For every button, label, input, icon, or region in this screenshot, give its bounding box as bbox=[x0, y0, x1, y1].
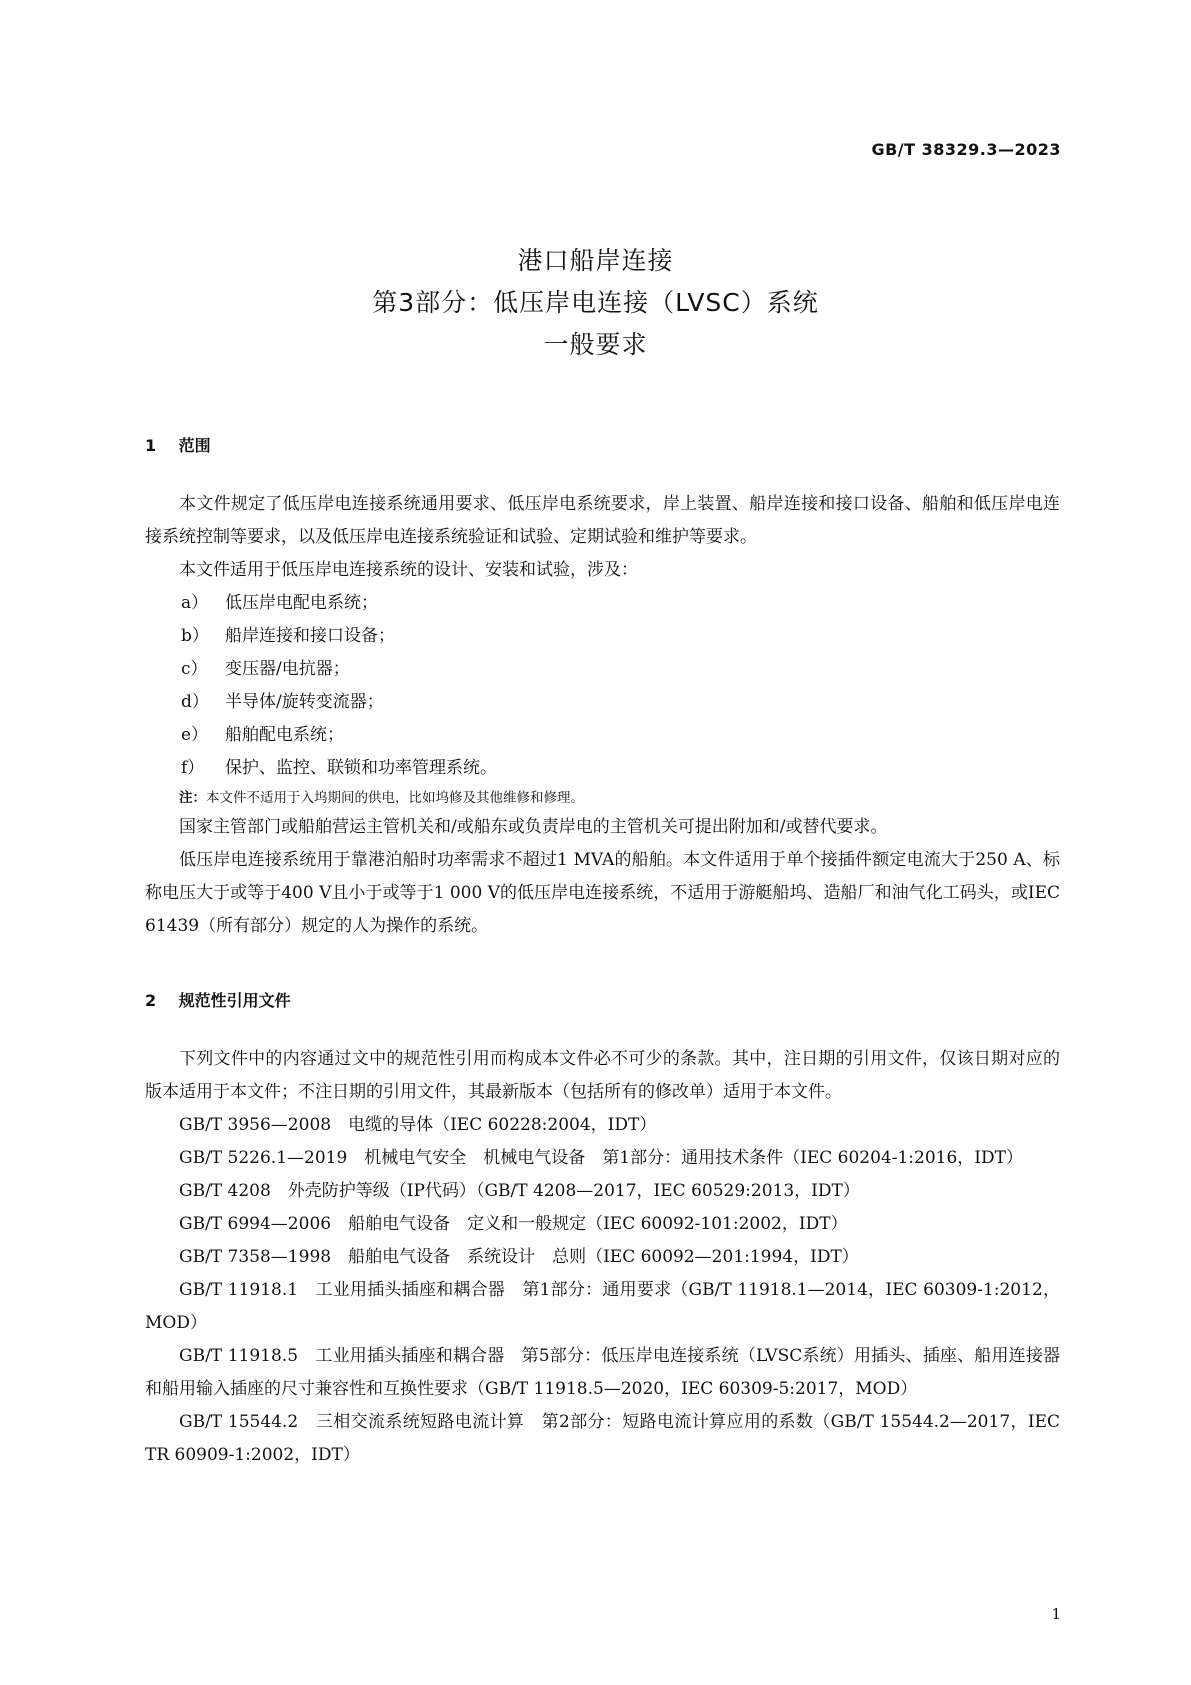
section-1-title: 范围 bbox=[178, 436, 211, 455]
scope-paragraph-1: 本文件规定了低压岸电连接系统通用要求、低压岸电系统要求，岸上装置、船岸连接和接口设备、船舶和低压岸电连接系统控制等要求，以及低压岸电连接系统验证和试验、定期试验和维护等要求。 bbox=[145, 494, 1060, 547]
note-label: 注： bbox=[179, 790, 206, 806]
list-marker: c） bbox=[181, 659, 208, 679]
section-1-heading bbox=[145, 430, 1060, 462]
reference-entry: GB/T 7358—1998 船舶电气设备 系统设计 总则（IEC 60092—201:1994，IDT） bbox=[179, 1247, 859, 1267]
list-marker: f） bbox=[181, 758, 205, 778]
list-item bbox=[145, 653, 1060, 686]
scope-paragraph-2: 本文件适用于低压岸电连接系统的设计、安装和试验，涉及： bbox=[179, 560, 638, 580]
reference-entry: GB/T 5226.1—2019 机械电气安全 机械电气设备 第1部分：通用技术条件（IEC 60204-1:2016，IDT） bbox=[179, 1148, 1023, 1168]
title-line-3: 一般要求 bbox=[543, 330, 648, 359]
reference-entry: GB/T 6994—2006 船舶电气设备 定义和一般规定（IEC 60092-101:2002，IDT） bbox=[179, 1214, 848, 1234]
list-marker: a） bbox=[181, 593, 209, 613]
list-text: 船岸连接和接口设备； bbox=[225, 626, 395, 646]
list-item bbox=[145, 752, 1060, 785]
reference-entry: GB/T 15544.2 三相交流系统短路电流计算 第2部分：短路电流计算应用的系数（GB/T 15544.2—2017，IEC TR 60909-1:2002，IDT） bbox=[145, 1412, 1060, 1465]
list-marker: d） bbox=[181, 692, 209, 712]
list-marker: e） bbox=[181, 725, 209, 745]
list-text: 保护、监控、联锁和功率管理系统。 bbox=[225, 758, 497, 778]
scope-paragraph-3: 国家主管部门或船舶营运主管机关和/或船东或负责岸电的主管机关可提出附加和/或替代要求。 bbox=[179, 817, 888, 837]
reference-entry: GB/T 3956—2008 电缆的导体（IEC 60228:2004，IDT） bbox=[179, 1115, 657, 1135]
list-item bbox=[145, 587, 1060, 620]
title-line-2: 第3部分：低压岸电连接（LVSC）系统 bbox=[372, 288, 819, 317]
list-text: 变压器/电抗器； bbox=[225, 659, 350, 679]
page-number: 1 bbox=[1051, 1605, 1061, 1623]
note-text: 本文件不适用于入坞期间的供电，比如坞修及其他维修和修理。 bbox=[206, 790, 584, 806]
list-item bbox=[145, 719, 1060, 752]
reference-entry: GB/T 11918.1 工业用插头插座和耦合器 第1部分：通用要求（GB/T 11918.1—2014，IEC 60309-1:2012，MOD） bbox=[145, 1280, 1060, 1333]
section-2-title: 规范性引用文件 bbox=[178, 991, 291, 1010]
scope-paragraph-4: 低压岸电连接系统用于靠港泊船时功率需求不超过1 MVA的船舶。本文件适用于单个接插件额定电流大于250 A、标称电压大于或等于400 V且小于或等于1 000 V的低压岸电连接系统，不适用于游艇船坞、造船厂和油气化工码头，或IEC 61439（所有部分）规定的人为操作的系统。 bbox=[145, 850, 1060, 936]
section-2-number: 2 bbox=[145, 991, 157, 1010]
list-item bbox=[145, 686, 1060, 719]
list-marker: b） bbox=[181, 626, 209, 646]
section-2-heading bbox=[145, 985, 1060, 1017]
document-title bbox=[0, 240, 1191, 366]
reference-entry: GB/T 4208 外壳防护等级（IP代码）（GB/T 4208—2017，IEC 60529:2013，IDT） bbox=[179, 1181, 860, 1201]
document-body bbox=[145, 430, 1060, 1472]
list-item bbox=[145, 620, 1060, 653]
scope-note bbox=[145, 785, 1060, 811]
section-1-number: 1 bbox=[145, 436, 157, 455]
standard-code: GB/T 38329.3—2023 bbox=[871, 140, 1061, 159]
list-text: 船舶配电系统； bbox=[225, 725, 344, 745]
references-intro: 下列文件中的内容通过文中的规范性引用而构成本文件必不可少的条款。其中，注日期的引用文件，仅该日期对应的版本适用于本文件；不注日期的引用文件，其最新版本（包括所有的修改单）适用于本文件。 bbox=[145, 1049, 1060, 1102]
title-line-1: 港口船岸连接 bbox=[517, 246, 674, 275]
list-text: 低压岸电配电系统； bbox=[225, 593, 378, 613]
reference-entry: GB/T 11918.5 工业用插头插座和耦合器 第5部分：低压岸电连接系统（LVSC系统）用插头、插座、船用连接器和船用输入插座的尺寸兼容性和互换性要求（GB/T 11918.5—2020，IEC 60309-5:2017，MOD） bbox=[145, 1346, 1060, 1399]
list-text: 半导体/旋转变流器； bbox=[225, 692, 384, 712]
